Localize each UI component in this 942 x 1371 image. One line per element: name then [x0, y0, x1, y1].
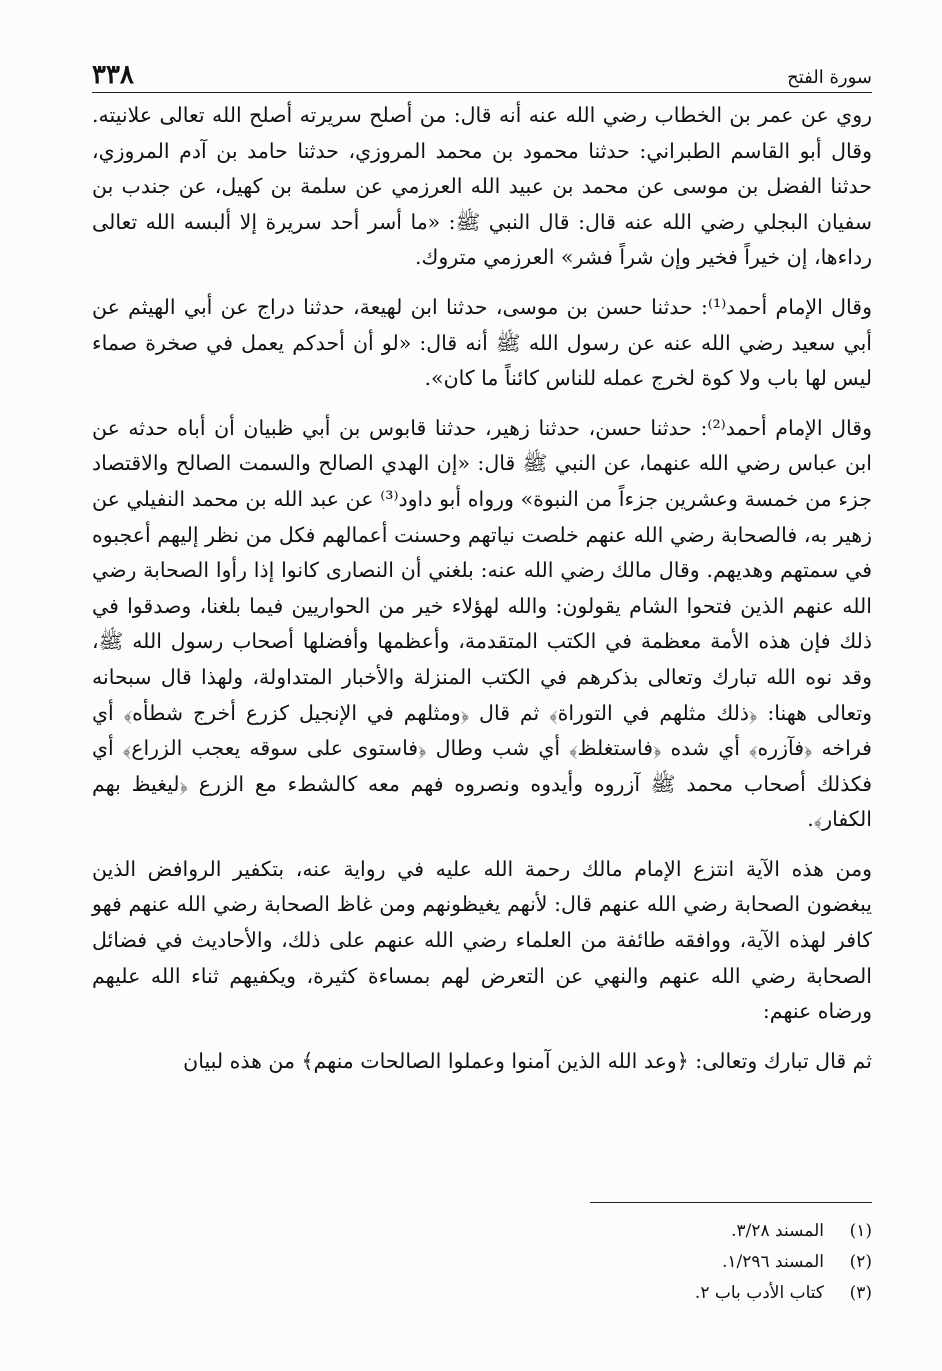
footnote-separator: [590, 1202, 872, 1203]
page-header: [92, 62, 872, 93]
paragraph: روي عن عمر بن الخطاب رضي الله عنه أنه قال: من أصلح سريرته أصلح الله تعالى علانيته. وقال أبو القاسم الطبراني: حدثنا محمود بن محمد المروزي، حدثنا حامد بن آدم المروزي، حدثنا الفضل بن موسى عن محمد بن عبيد الله العرزمي عن سلمة بن كهيل، عن جندب بن سفيان البجلي رضي الله عنه قال: قال النبي ﷺ: «ما أسر أحد سريرة إلا ألبسه الله تعالى رداءها، إن خيراً فخير وإن شراً فشر» العرزمي متروك.: [92, 103, 872, 270]
running-title: سورة الفتح: [787, 67, 872, 88]
footnote-text: كتاب الأدب باب ٢.: [694, 1283, 824, 1303]
footnote-number: (٣): [849, 1283, 872, 1303]
footnote-text: المسند ٣/٢٨.: [731, 1221, 824, 1241]
main-text: [92, 98, 872, 1079]
footnote-number: (١): [849, 1221, 872, 1241]
paragraph: ثم قال تبارك وتعالى: ﴿وعد الله الذين آمنوا وعملوا الصالحات منهم﴾ من هذه لبيان: [183, 1048, 872, 1073]
footnote-text: المسند ١/٢٩٦.: [721, 1252, 824, 1272]
footnote-item: [472, 1247, 872, 1278]
footnote-number: (٢): [849, 1252, 872, 1272]
footnotes: [472, 1216, 872, 1309]
footnote-item: [472, 1216, 872, 1247]
paragraph: وقال الإمام أحمد⁽¹⁾: حدثنا حسن بن موسى، حدثنا ابن لهيعة، حدثنا دراج عن أبي الهيثم عن أبي سعيد رضي الله عنه عن رسول الله ﷺ أنه قال: «لو أن أحدكم يعمل في صخرة صماء ليس لها باب ولا كوة لخرج عمله للناس كائناً ما كان».: [92, 294, 872, 391]
footnote-item: [472, 1278, 872, 1309]
page-number: ٣٣٨: [92, 60, 134, 90]
paragraph: وقال الإمام أحمد⁽²⁾: حدثنا حسن، حدثنا زهير، حدثنا قابوس بن أبي ظبيان أن أباه حدثه عن ابن عباس رضي الله عنهما، عن النبي ﷺ قال: «إن الهدي الصالح والسمت الصالح والاقتصاد جزء من خمسة وعشرين جزءاً من النبوة» ورواه أبو داود⁽³⁾ عن عبد الله بن محمد النفيلي عن زهير به، فالصحابة رضي الله عنهم خلصت نياتهم وحسنت أعمالهم فكل من نظر إليهم أعجبوه في سمتهم وهديهم. وقال مالك رضي الله عنه: بلغني أن النصارى كانوا إذا رأوا الصحابة رضي الله عنهم الذين فتحوا الشام يقولون: والله لهؤلاء خير من الحواريين فيما بلغنا، وصدقوا في ذلك فإن هذه الأمة معظمة في الكتب المتقدمة، وأعظمها وأفضلها أصحاب رسول الله ﷺ، وقد نوه الله تبارك وتعالى بذكرهم في الكتب المنزلة والأخبار المتداولة، ولهذا قال سبحانه وتعالى ههنا: ﴿ذلك مثلهم في التوراة﴾ ثم قال ﴿ومثلهم في الإنجيل كزرع أخرج شطأه﴾ أي فراخه ﴿فآزره﴾ أي شده ﴿فاستغلظ﴾ أي شب وطال ﴿فاستوى على سوقه يعجب الزراع﴾ أي فكذلك أصحاب محمد ﷺ آزروه وأيدوه ونصروه فهم معه كالشطء مع الزرع ﴿ليغيظ بهم الكفار﴾.: [92, 415, 872, 832]
paragraph: ومن هذه الآية انتزع الإمام مالك رحمة الله عليه في رواية عنه، بتكفير الروافض الذين يبغضون الصحابة رضي الله عنهم قال: لأنهم يغيظونهم ومن غاظ الصحابة رضي الله عنهم فهو كافر لهذه الآية، ووافقه طائفة من العلماء رضي الله عنهم على ذلك، والأحاديث في فضائل الصحابة رضي الله عنهم والنهي عن التعرض لهم بمساءة كثيرة، ويكفيهم ثناء الله عليهم ورضاه عنهم:: [92, 856, 872, 1024]
